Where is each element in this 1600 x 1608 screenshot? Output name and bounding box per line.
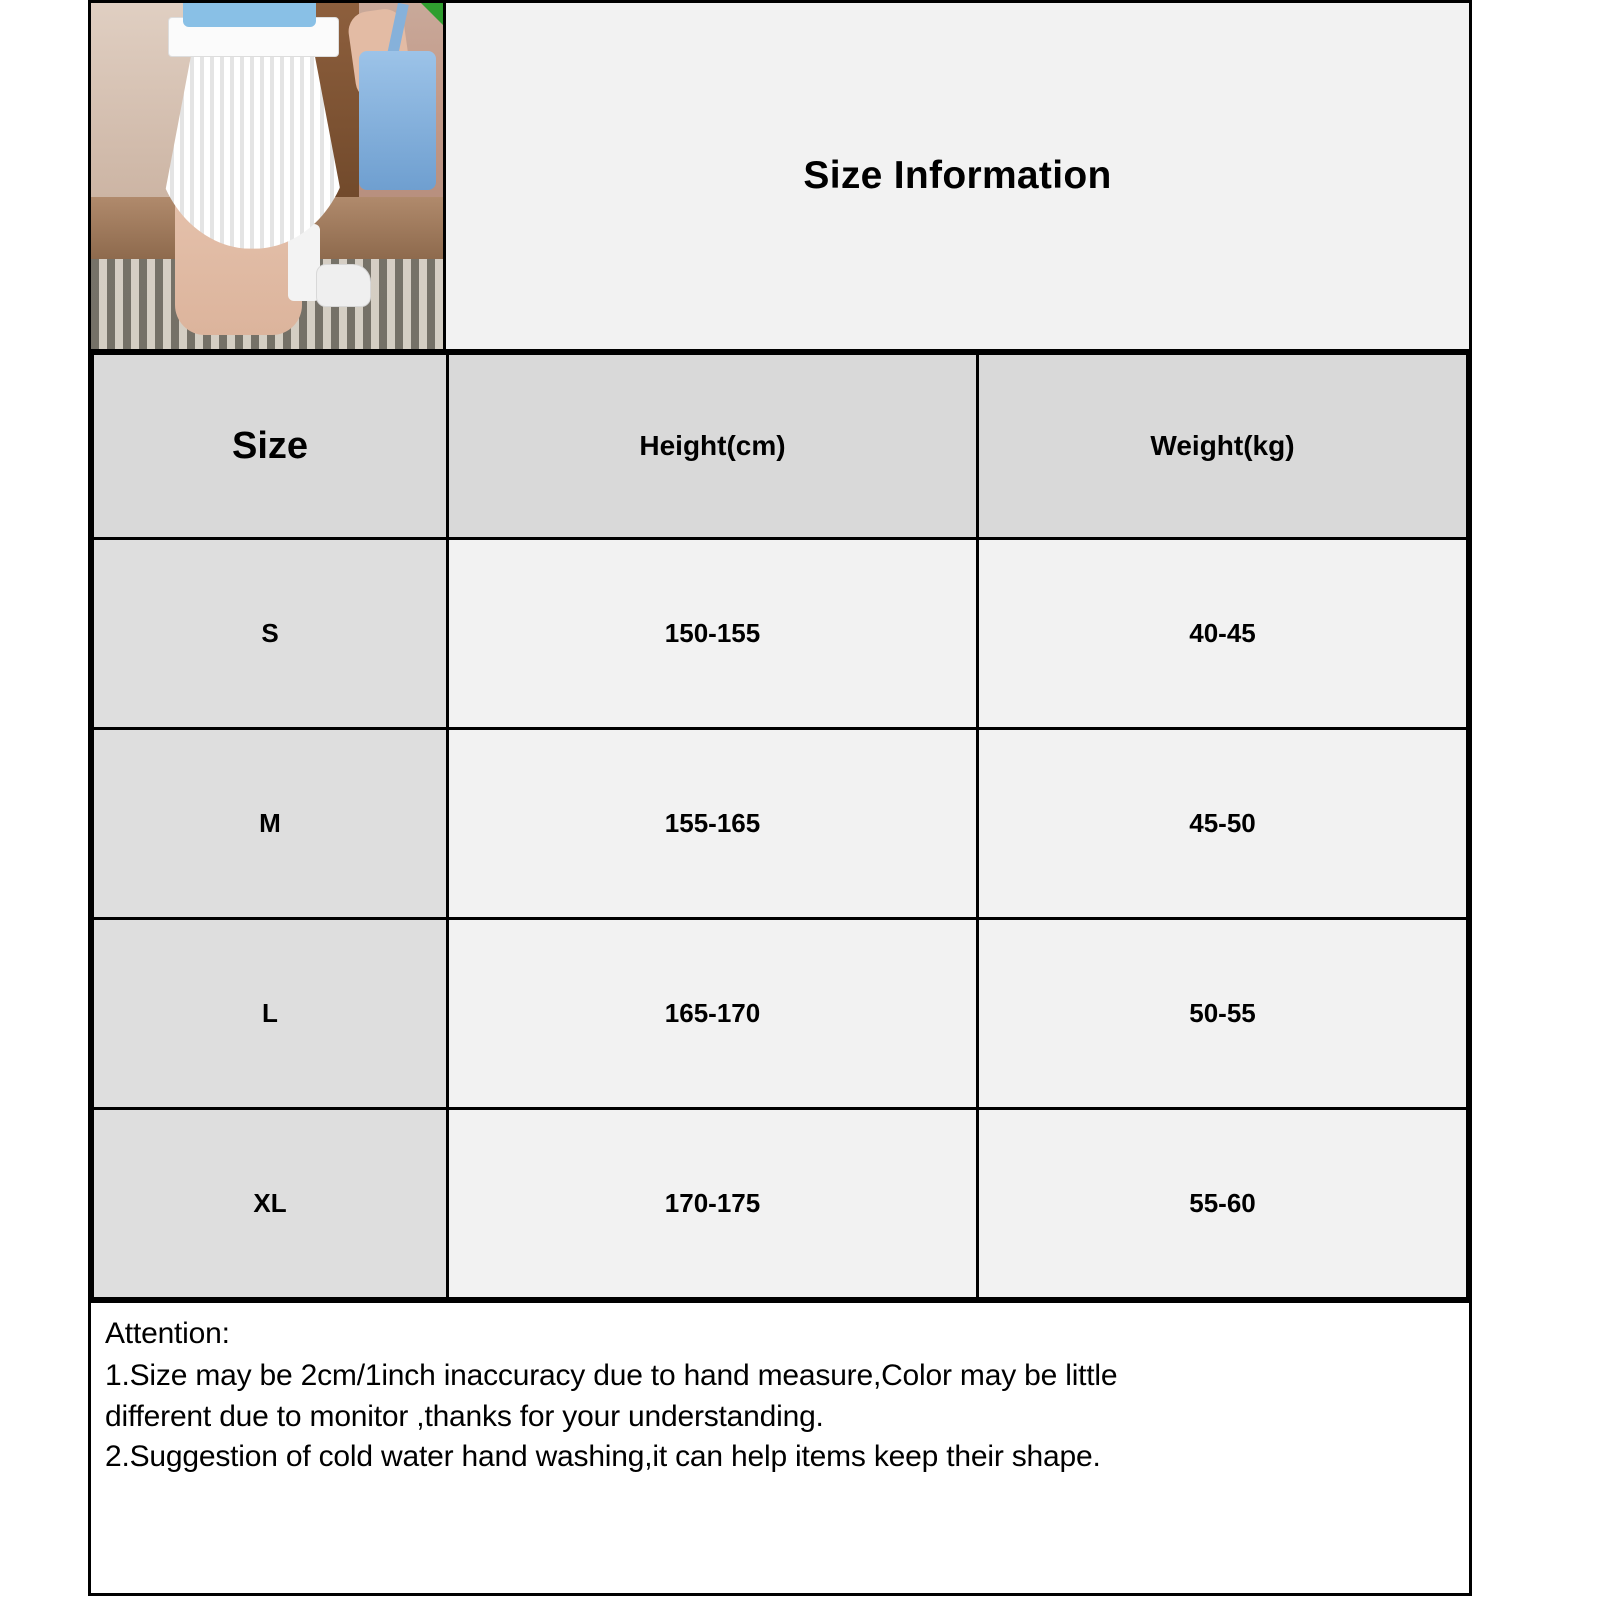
corner-marker-icon bbox=[419, 3, 445, 27]
photo-denim-bag bbox=[359, 51, 436, 189]
cell-size: L bbox=[93, 919, 448, 1109]
cell-height: 165-170 bbox=[448, 919, 978, 1109]
column-header-height: Height(cm) bbox=[448, 354, 978, 539]
size-chart-sheet bbox=[88, 0, 1472, 1596]
product-photo-cell bbox=[91, 3, 446, 349]
header-row bbox=[91, 3, 1469, 352]
size-table bbox=[91, 352, 1469, 1300]
cell-size: M bbox=[93, 729, 448, 919]
attention-heading: Attention: bbox=[105, 1317, 230, 1350]
attention-line-3: 2.Suggestion of cold water hand washing,it can help items keep their shape. bbox=[105, 1440, 1101, 1474]
cell-height: 155-165 bbox=[448, 729, 978, 919]
cell-size: S bbox=[93, 539, 448, 729]
table-row bbox=[93, 1109, 1468, 1299]
attention-line-1: 1.Size may be 2cm/1inch inaccuracy due to hand measure,Color may be little bbox=[105, 1359, 1118, 1393]
cell-height: 170-175 bbox=[448, 1109, 978, 1299]
table-row bbox=[93, 919, 1468, 1109]
cell-weight: 55-60 bbox=[978, 1109, 1468, 1299]
attention-line-2: different due to monitor ,thanks for your understanding. bbox=[105, 1399, 824, 1433]
table-row bbox=[93, 539, 1468, 729]
photo-shoe bbox=[316, 264, 371, 308]
attention-note bbox=[91, 1300, 1469, 1608]
column-header-size: Size bbox=[93, 354, 448, 539]
table-header-row bbox=[93, 354, 1468, 539]
title-cell bbox=[446, 3, 1469, 349]
page-title: Size Information bbox=[803, 154, 1112, 197]
column-header-weight: Weight(kg) bbox=[978, 354, 1468, 539]
cell-weight: 40-45 bbox=[978, 539, 1468, 729]
product-photo bbox=[91, 3, 443, 349]
cell-size: XL bbox=[93, 1109, 448, 1299]
table-row bbox=[93, 729, 1468, 919]
cell-weight: 50-55 bbox=[978, 919, 1468, 1109]
cell-height: 150-155 bbox=[448, 539, 978, 729]
photo-blue-top bbox=[183, 3, 317, 27]
cell-weight: 45-50 bbox=[978, 729, 1468, 919]
